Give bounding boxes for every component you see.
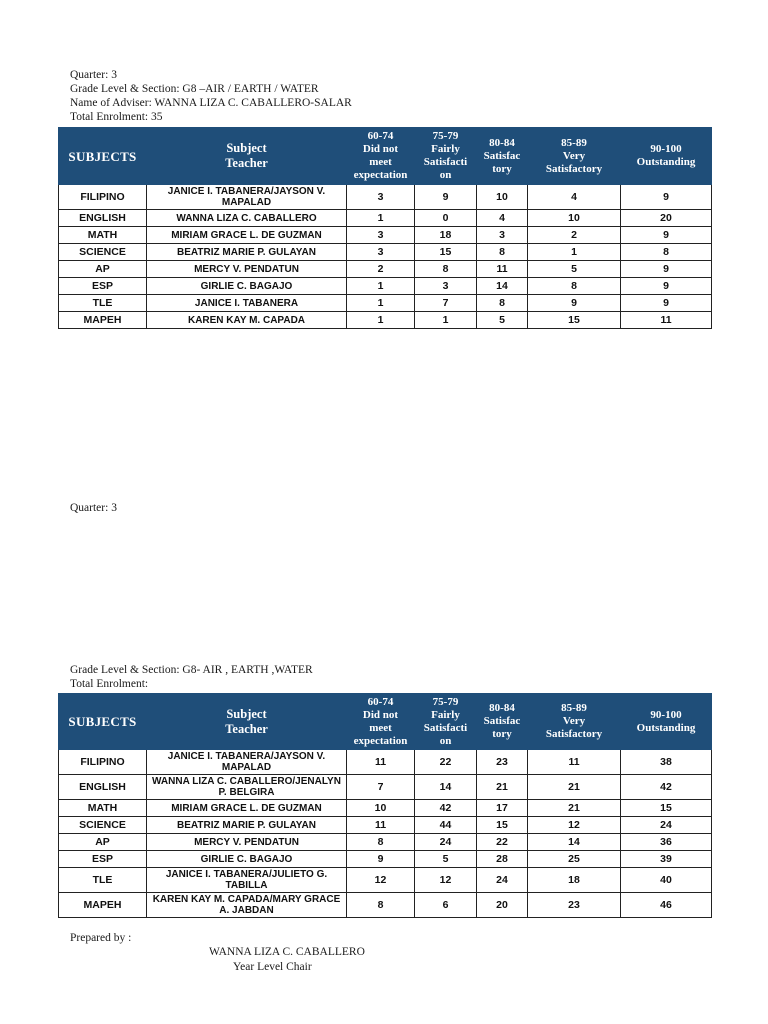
- adviser-label: Name of Adviser: WANNA LIZA C. CABALLERO-SALAR: [70, 97, 352, 109]
- table-row: [59, 295, 712, 312]
- count-cell: 9: [528, 295, 621, 312]
- count-cell: 9: [621, 278, 712, 295]
- count-cell: 11: [621, 312, 712, 329]
- range-75-79-header: 75-79 Fairly Satisfacti on: [415, 128, 477, 185]
- table-body-1: [59, 185, 712, 329]
- count-cell: 10: [528, 210, 621, 227]
- count-cell: 4: [528, 185, 621, 210]
- range-85-89-header: 85-89 Very Satisfactory: [528, 694, 621, 750]
- count-cell: 7: [347, 775, 415, 800]
- count-cell: 11: [528, 750, 621, 775]
- table-row: [59, 817, 712, 834]
- count-cell: 1: [347, 278, 415, 295]
- count-cell: 42: [621, 775, 712, 800]
- count-cell: 2: [347, 261, 415, 278]
- report-subheader-2: [70, 663, 313, 691]
- count-cell: 9: [621, 295, 712, 312]
- table-row: [59, 244, 712, 261]
- count-cell: 9: [621, 185, 712, 210]
- count-cell: 3: [347, 185, 415, 210]
- table-row: [59, 278, 712, 295]
- table-row: [59, 261, 712, 278]
- count-cell: 3: [347, 227, 415, 244]
- count-cell: 2: [528, 227, 621, 244]
- subjects-header: SUBJECTS: [59, 694, 147, 750]
- count-cell: 14: [477, 278, 528, 295]
- count-cell: 21: [528, 800, 621, 817]
- count-cell: 21: [528, 775, 621, 800]
- subject-cell: SCIENCE: [59, 244, 147, 261]
- subject-cell: AP: [59, 834, 147, 851]
- count-cell: 22: [477, 834, 528, 851]
- signatory-name: WANNA LIZA C. CABALLERO: [209, 946, 365, 958]
- count-cell: 9: [347, 851, 415, 868]
- subject-cell: AP: [59, 261, 147, 278]
- table-row: [59, 800, 712, 817]
- count-cell: 9: [415, 185, 477, 210]
- quarter-label-2: Quarter: 3: [70, 502, 117, 514]
- count-cell: 9: [621, 261, 712, 278]
- count-cell: 5: [477, 312, 528, 329]
- table-row: [59, 227, 712, 244]
- count-cell: 3: [415, 278, 477, 295]
- table-row: [59, 868, 712, 893]
- subject-cell: TLE: [59, 295, 147, 312]
- count-cell: 8: [347, 893, 415, 918]
- report-header-1: [70, 68, 352, 124]
- table-row: [59, 834, 712, 851]
- teacher-cell: BEATRIZ MARIE P. GULAYAN: [147, 817, 347, 834]
- count-cell: 3: [477, 227, 528, 244]
- signatory-title: Year Level Chair: [233, 961, 312, 973]
- table-body-2: [59, 750, 712, 918]
- subject-cell: MATH: [59, 227, 147, 244]
- range-80-84-header: 80-84 Satisfac tory: [477, 694, 528, 750]
- subject-cell: MAPEH: [59, 312, 147, 329]
- count-cell: 15: [477, 817, 528, 834]
- teacher-cell: MERCY V. PENDATUN: [147, 834, 347, 851]
- count-cell: 8: [415, 261, 477, 278]
- count-cell: 44: [415, 817, 477, 834]
- count-cell: 6: [415, 893, 477, 918]
- count-cell: 20: [621, 210, 712, 227]
- count-cell: 11: [347, 817, 415, 834]
- table-row: [59, 851, 712, 868]
- table-row: [59, 185, 712, 210]
- grade-section-label: Grade Level & Section: G8 –AIR / EARTH / WATER: [70, 83, 319, 95]
- grade-section-label-2: Grade Level & Section: G8- AIR , EARTH ,WATER: [70, 664, 313, 676]
- teacher-cell: KAREN KAY M. CAPADA/MARY GRACE A. JABDAN: [147, 893, 347, 918]
- count-cell: 14: [415, 775, 477, 800]
- count-cell: 28: [477, 851, 528, 868]
- subjects-header: SUBJECTS: [59, 128, 147, 185]
- count-cell: 46: [621, 893, 712, 918]
- count-cell: 12: [528, 817, 621, 834]
- count-cell: 18: [415, 227, 477, 244]
- count-cell: 40: [621, 868, 712, 893]
- count-cell: 8: [528, 278, 621, 295]
- range-80-84-header: 80-84 Satisfac tory: [477, 128, 528, 185]
- count-cell: 8: [347, 834, 415, 851]
- count-cell: 8: [477, 295, 528, 312]
- count-cell: 8: [477, 244, 528, 261]
- teacher-cell: MIRIAM GRACE L. DE GUZMAN: [147, 227, 347, 244]
- teacher-cell: GIRLIE C. BAGAJO: [147, 851, 347, 868]
- count-cell: 42: [415, 800, 477, 817]
- count-cell: 25: [528, 851, 621, 868]
- range-60-74-header: 60-74 Did not meet expectation: [347, 128, 415, 185]
- count-cell: 17: [477, 800, 528, 817]
- count-cell: 20: [477, 893, 528, 918]
- teacher-cell: MIRIAM GRACE L. DE GUZMAN: [147, 800, 347, 817]
- count-cell: 1: [347, 295, 415, 312]
- count-cell: 4: [477, 210, 528, 227]
- count-cell: 14: [528, 834, 621, 851]
- teacher-cell: JANICE I. TABANERA/JULIETO G. TABILLA: [147, 868, 347, 893]
- count-cell: 23: [528, 893, 621, 918]
- count-cell: 10: [477, 185, 528, 210]
- grades-table-2: [58, 693, 712, 918]
- count-cell: 18: [528, 868, 621, 893]
- table-row: [59, 210, 712, 227]
- count-cell: 5: [415, 851, 477, 868]
- subject-cell: MATH: [59, 800, 147, 817]
- count-cell: 1: [347, 312, 415, 329]
- table-row: [59, 312, 712, 329]
- prepared-by-label: Prepared by :: [70, 932, 132, 944]
- table-header-row: [59, 694, 712, 750]
- count-cell: 0: [415, 210, 477, 227]
- count-cell: 9: [621, 227, 712, 244]
- teacher-cell: KAREN KAY M. CAPADA: [147, 312, 347, 329]
- count-cell: 22: [415, 750, 477, 775]
- count-cell: 1: [415, 312, 477, 329]
- teacher-header: Subject Teacher: [147, 694, 347, 750]
- count-cell: 15: [415, 244, 477, 261]
- subject-cell: ENGLISH: [59, 775, 147, 800]
- count-cell: 38: [621, 750, 712, 775]
- subject-cell: SCIENCE: [59, 817, 147, 834]
- enrolment-label-2: Total Enrolment:: [70, 678, 149, 690]
- subject-cell: FILIPINO: [59, 185, 147, 210]
- teacher-cell: JANICE I. TABANERA/JAYSON V. MAPALAD: [147, 185, 347, 210]
- teacher-cell: JANICE I. TABANERA/JAYSON V. MAPALAD: [147, 750, 347, 775]
- table-row: [59, 750, 712, 775]
- subject-cell: ENGLISH: [59, 210, 147, 227]
- subject-cell: ESP: [59, 851, 147, 868]
- count-cell: 24: [477, 868, 528, 893]
- count-cell: 5: [528, 261, 621, 278]
- range-85-89-header: 85-89 Very Satisfactory: [528, 128, 621, 185]
- teacher-header: Subject Teacher: [147, 128, 347, 185]
- teacher-cell: BEATRIZ MARIE P. GULAYAN: [147, 244, 347, 261]
- range-90-100-header: 90-100 Outstanding: [621, 128, 712, 185]
- table-row: [59, 775, 712, 800]
- count-cell: 3: [347, 244, 415, 261]
- range-60-74-header: 60-74 Did not meet expectation: [347, 694, 415, 750]
- subject-cell: FILIPINO: [59, 750, 147, 775]
- quarter-label: Quarter: 3: [70, 69, 117, 81]
- count-cell: 39: [621, 851, 712, 868]
- table-header-row: [59, 128, 712, 185]
- count-cell: 1: [347, 210, 415, 227]
- count-cell: 24: [621, 817, 712, 834]
- count-cell: 12: [415, 868, 477, 893]
- grades-table-1: [58, 127, 712, 329]
- subject-cell: TLE: [59, 868, 147, 893]
- count-cell: 15: [528, 312, 621, 329]
- count-cell: 36: [621, 834, 712, 851]
- teacher-cell: WANNA LIZA C. CABALLERO/JENALYN P. BELGIRA: [147, 775, 347, 800]
- teacher-cell: MERCY V. PENDATUN: [147, 261, 347, 278]
- teacher-cell: WANNA LIZA C. CABALLERO: [147, 210, 347, 227]
- enrolment-label: Total Enrolment: 35: [70, 111, 163, 123]
- count-cell: 12: [347, 868, 415, 893]
- count-cell: 7: [415, 295, 477, 312]
- count-cell: 24: [415, 834, 477, 851]
- count-cell: 23: [477, 750, 528, 775]
- count-cell: 10: [347, 800, 415, 817]
- subject-cell: ESP: [59, 278, 147, 295]
- count-cell: 21: [477, 775, 528, 800]
- count-cell: 8: [621, 244, 712, 261]
- count-cell: 1: [528, 244, 621, 261]
- subject-cell: MAPEH: [59, 893, 147, 918]
- range-75-79-header: 75-79 Fairly Satisfacti on: [415, 694, 477, 750]
- teacher-cell: GIRLIE C. BAGAJO: [147, 278, 347, 295]
- count-cell: 15: [621, 800, 712, 817]
- report-header-2: [70, 501, 117, 515]
- range-90-100-header: 90-100 Outstanding: [621, 694, 712, 750]
- count-cell: 11: [477, 261, 528, 278]
- count-cell: 11: [347, 750, 415, 775]
- teacher-cell: JANICE I. TABANERA: [147, 295, 347, 312]
- table-row: [59, 893, 712, 918]
